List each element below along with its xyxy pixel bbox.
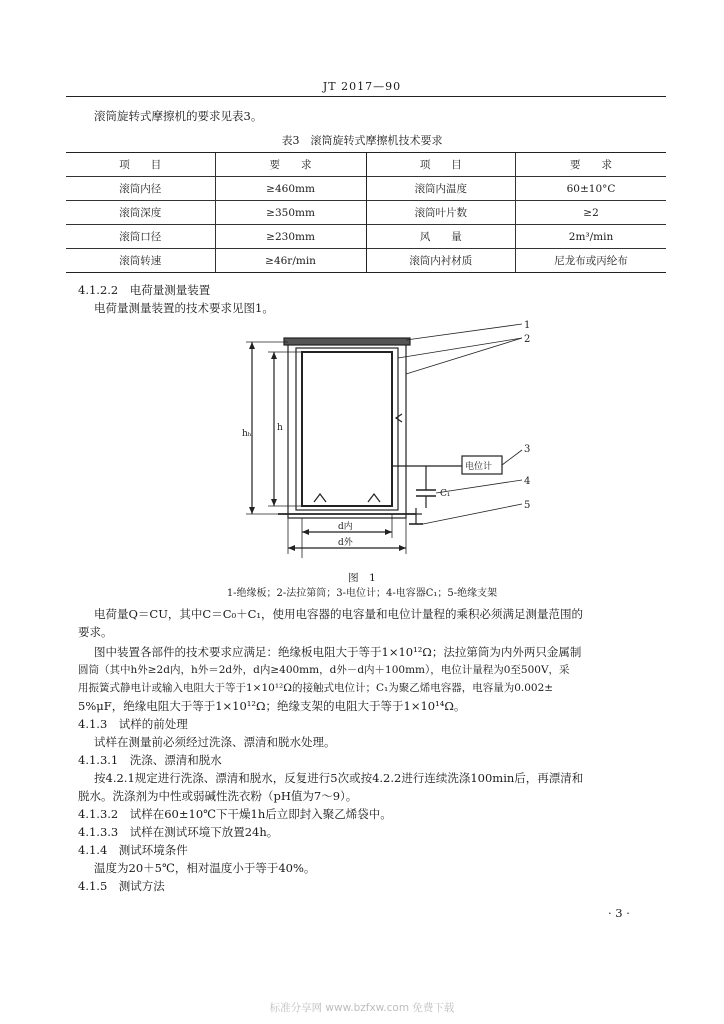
figure-label-1: 1 (524, 320, 531, 331)
outer-diameter-label: d外 (338, 538, 353, 548)
table-header-cell: 要 求 (215, 153, 366, 177)
table-header-row (66, 153, 666, 177)
body-p1-line2: 要求。 (78, 625, 113, 639)
watermark: 标准分享网 www.bzfxw.com 免费下载 (269, 1002, 455, 1014)
table-cell: 滚筒转速 (66, 249, 215, 273)
table-cell: 风 量 (366, 225, 516, 249)
body-p2-line3: 用振簧式静电计或输入电阻大于等于1×10¹²Ω的接触式电位计；C₁为聚乙烯电容器，电容量为0.002± (78, 682, 554, 694)
section-heading-4131: 4.1.3.1 洗涤、漂清和脱水 (78, 753, 222, 767)
body-p2-line4: 5%μF，绝缘电阻大于等于1×10¹²Ω；绝缘支架的电阻大于等于1×10¹⁴Ω。 (78, 699, 466, 713)
inner-diameter-label: d内 (338, 522, 353, 532)
table-cell: 尼龙布或丙纶布 (516, 249, 666, 273)
body-p2-line2: 圆筒（其中h外≥2d内，h外＝2d外，d内≥400mm，d外－d内＋100mm），电位计量程为0至500V，采 (78, 664, 570, 676)
section-heading-4122: 4.1.2.2 电荷量测量装置 (78, 283, 211, 297)
table-row (66, 249, 666, 273)
section-text-4131-line1: 按4.2.1规定进行洗涤、漂清和脱水，反复进行5次或按4.2.2进行连续洗涤100min后，再漂清和 (94, 771, 584, 785)
section-text-4133: 4.1.3.3 试样在测试环境下放置24h。 (78, 825, 279, 839)
faraday-inner-wall (296, 348, 398, 510)
figure-label-4: 4 (524, 476, 531, 487)
section-heading-413: 4.1.3 试样的前处理 (78, 717, 188, 731)
figure-1-diagram (230, 318, 550, 558)
table-row (66, 225, 666, 249)
table-cell: 滚筒深度 (66, 201, 215, 225)
section-text-4132: 4.1.3.2 试样在60±10℃下干燥1h后立即封入聚乙烯袋中。 (78, 807, 392, 821)
insulating-plate (284, 338, 410, 345)
body-p1-line1: 电荷量Q＝CU，其中C＝C₀＋C₁，使用电容器的电容量和电位计量程的乘积必须满足测量范围的 (94, 607, 584, 621)
table-cell: 2m³/min (516, 225, 666, 249)
table-header-cell: 要 求 (516, 153, 666, 177)
figure-legend: 1-绝缘板；2-法拉第筒；3-电位计；4-电容器C₁；5-绝缘支架 (226, 588, 498, 599)
table-cell: ≥460mm (215, 177, 366, 201)
table-cell: 滚筒内温度 (366, 177, 516, 201)
standard-code: JT 2017—90 (322, 80, 402, 93)
faraday-inner-cup (302, 352, 392, 506)
table-cell: ≥230mm (215, 225, 366, 249)
figure-label-5: 5 (524, 500, 531, 511)
capacitor-label: C₁ (440, 489, 451, 499)
outer-height-label: hₕ (242, 429, 252, 439)
figure-label-3: 3 (524, 444, 531, 455)
section-text-413: 试样在测量前必须经过洗涤、漂清和脱水处理。 (94, 735, 336, 749)
table-cell: ≥2 (516, 201, 666, 225)
figure-label-2: 2 (524, 334, 531, 345)
figure-title: 图 1 (348, 572, 376, 584)
table-header-cell: 项 目 (366, 153, 516, 177)
inner-support-mark (368, 494, 380, 502)
table-cell: 滚筒内径 (66, 177, 215, 201)
section-text-4131-line2: 脱水。洗涤剂为中性或弱碱性洗衣粉（pH值为7～9）。 (78, 789, 358, 803)
inner-spacer-mark (396, 414, 402, 422)
table-row (66, 177, 666, 201)
section-heading-414: 4.1.4 测试环境条件 (78, 843, 188, 857)
table-row (66, 201, 666, 225)
table-cell: ≥350mm (215, 201, 366, 225)
inner-support-mark (314, 494, 326, 502)
intro-text: 滚筒旋转式摩擦机的要求见表3。 (94, 109, 263, 123)
inner-height-label: h (277, 423, 283, 433)
table-cell: ≥46r/min (215, 249, 366, 273)
table-cell: 滚筒叶片数 (366, 201, 516, 225)
table-cell: 60±10°C (516, 177, 666, 201)
table-header-cell: 项 目 (66, 153, 215, 177)
section-heading-415: 4.1.5 测试方法 (78, 879, 165, 893)
table-caption: 表3 滚筒旋转式摩擦机技术要求 (281, 134, 443, 147)
potentiometer-label: 电位计 (465, 462, 493, 472)
body-p2-line1: 图中装置各部件的技术要求应满足：绝缘板电阻大于等于1×10¹²Ω；法拉第筒为内外两只金属制 (94, 645, 582, 659)
table-cell: 滚筒口径 (66, 225, 215, 249)
spec-table (66, 152, 666, 273)
page-number: · 3 · (608, 906, 630, 920)
section-text-4122: 电荷量测量装置的技术要求见图1。 (94, 301, 274, 315)
faraday-outer-cup (288, 342, 406, 518)
header-rule (66, 96, 666, 97)
table-cell: 滚筒内衬材质 (366, 249, 516, 273)
section-text-414: 温度为20＋5℃，相对温度小于等于40%。 (94, 861, 316, 875)
